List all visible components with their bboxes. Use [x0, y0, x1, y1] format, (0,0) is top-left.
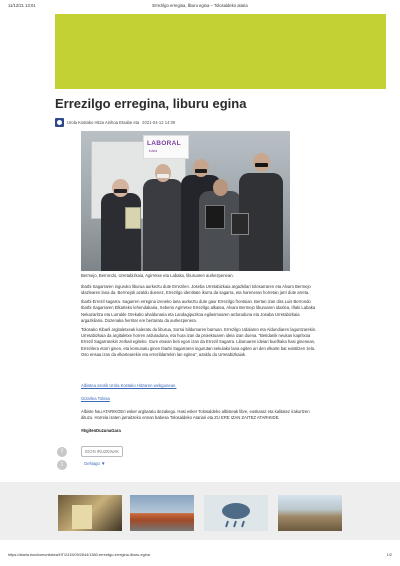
twitter-icon[interactable]: t — [57, 460, 67, 470]
article-photo — [81, 131, 290, 271]
paragraph: Tolosako Kibarli argitaletxeak kaleratu du liburua, Sorrai bildumaren barruan. Errezilgo Udalaren eta Aldundiaren laguntzarekin. Urretabizkaia da argitaletxe horren arduraduna, eta hura izan da proiektuaren ideia izan duena. "Betidanik neukan kapritxoa Errezil Sagarrarekin zerbait egiteko. Gure etxean beti egon izan da Errezil Sagarra. Liburuaren ideiari buelhaka hasi ginenean, Errezilera etorri ginen, eta komunatu ginen Ibarbi Sagarraren ingurutan sekulako lana egiten ari den elkarte bat existitzen zela. Oso ensaa izan da elkartearekin eta errezildarrekin lan egitea", azaldu du Urretabizkaiak. — [81, 326, 317, 357]
print-header — [8, 3, 392, 11]
tag-link[interactable]: Gizarlea Tolosa — [81, 396, 110, 401]
related-thumb-3[interactable] — [204, 495, 268, 531]
related-thumb-2[interactable] — [130, 495, 194, 531]
related-thumb-4[interactable] — [278, 495, 342, 531]
page-number: 1/2 — [386, 553, 392, 557]
paragraph: Ibarbi Sagarraren inguruko liburua aurkeztu dute Errezilen. Joseba Urretabizkaia argazkilari tolosarraren eta Alvaro Bermejo idazlearen lana da. Bermejok azaldu duenez, Errezilgo identitate ikurra da sagarra, eta hareneran horretan jarri dute arreta. — [81, 284, 311, 296]
related-thumb-1[interactable] — [58, 495, 122, 531]
author-logo-icon — [55, 118, 64, 127]
hashtag-row — [81, 428, 319, 434]
support-paragraph: Albiste hau ATARIKOEri esker argitaratu dezakegu. Hasi esker Tolosaldeko albisteak libre, euskaraz eta kalitatez irakurtzen dituzu. Horrela izaten jarraitzeko ennan babesa Tolosaldeko Atariari eta ZU ERE IZAN ZAITEZ ATARIKIDE. — [81, 409, 310, 421]
top-banner — [55, 14, 386, 89]
more-label: Gehiago — [84, 461, 100, 466]
author-name[interactable]: Urola Kostako Hitza Ainhoa Etxabe eta — [67, 119, 140, 125]
support-text — [81, 409, 319, 424]
laboral-kutxa-sign: LABORAL kutxa — [143, 135, 189, 159]
paragraph: Ibarbi Errezil sagarra. Sagarren erregina izeneko lana aurkeztu dute gaur Errezilgo frontoian. Bertan izan dira Luis Berrondo Ibarbi Sagarraren Elkarteko lehendakaria, Xeberio Agirretxe Errezilgo alkatea, Alvaro Bermejo liburuaren idazlea, Iñaki Labaka Nekazaritza eta Lurralde Orekako ahaldunaria eta Landagipuzkoa egilasmoaren arduraduna eta Josaba Urretabizkaia argazkilaria. Dozenaka herritar ere bertaratu da aurkezpenera. — [81, 299, 316, 323]
source-link[interactable]: Albistea osorik Urola Kostako Hitzaren webgunean. — [81, 383, 177, 388]
page-url: https://ataria.eus/komunitatea/HT/2415/09/2644/1380-errezilgo-erregina-liburu-egina — [8, 553, 150, 557]
hashtag[interactable]: #EgitenDuzunaGara — [81, 428, 121, 433]
print-footer — [8, 553, 392, 560]
tag-link-row — [81, 396, 319, 402]
comments-button[interactable]: IGON IRUZKINAK — [81, 446, 123, 457]
source-link-row — [81, 383, 319, 389]
byline — [55, 117, 175, 127]
print-page-title: Errezilgo erregina, liburu egina – Tolosaldeko ataria — [152, 3, 248, 8]
photo-caption: Bermejo, Berrondo, Urretabizkaia, Agirretxe eta Labaka, liburuaren aurkezpenean. — [81, 273, 234, 278]
publish-date: 2021-04-12 14:09 — [142, 119, 176, 125]
chevron-down-icon: ▼ — [101, 461, 106, 466]
article-title: Errezilgo erregina, liburu egina — [55, 96, 247, 111]
rain-cloud-icon — [218, 499, 254, 529]
article-body — [81, 284, 319, 361]
print-datetime: 11/12/21 13:01 — [8, 3, 36, 8]
more-link[interactable] — [84, 461, 105, 466]
facebook-icon[interactable]: f — [57, 447, 67, 457]
